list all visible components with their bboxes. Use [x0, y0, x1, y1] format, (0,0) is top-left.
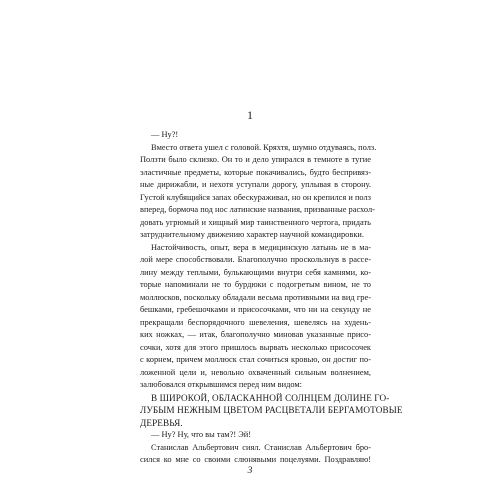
text-line: Станислав Альбертович сиял. Станислав Альбертович бро- [151, 442, 371, 452]
text-line: торые напоминали не то бурдюки с подогретым вином, не то [140, 280, 371, 289]
caps-line: ДЕРЕВЬЯ. [140, 417, 183, 428]
text-line: ких ножках, — итак, благополучно миновав указанные присо- [140, 330, 371, 339]
caps-line: В ШИРОКОЙ, ОБЛАСКАННОЙ СОЛНЦЕМ ДОЛИНЕ ГО- [151, 392, 390, 403]
text-line: залюбовался открывшимся перед ним видом: [140, 380, 302, 389]
text-line: — Ну?! [151, 130, 179, 139]
text-line: с корнем, причем моллюск стал сочиться кровью, он достиг по- [140, 355, 371, 364]
text-line: бешками, гребешочками и присосочками, что ни на секунду не [140, 305, 371, 314]
chapter-number: 1 [247, 108, 253, 122]
text-line: лину между теплыми, булькающими внутри себя камнями, ко- [140, 267, 371, 277]
text-line: вперед, бормоча под нос латинские названия, призванные расхол- [140, 205, 375, 214]
text-line: ные дирижабли, и нехотя уступали дорогу, уплывая в сторону. [140, 180, 371, 189]
text-line: — Ну? Ну, что вы там?! Эй! [151, 430, 251, 439]
text-line: Вместо ответа ушел с головой. Кряхтя, шумно отдуваясь, полз. [151, 142, 377, 152]
text-line: сился ко мне со своими слюнявыми поцелуями. Поздравляю! [140, 455, 371, 464]
caps-line: ЛУБЫМ НЕЖНЫМ ЦВЕТОМ РАСЦВЕТАЛИ БЕРГАМОТОВЫЕ [140, 405, 403, 415]
page-number: 3 [247, 466, 253, 476]
body-text [140, 129, 403, 467]
text-line: моллюсков, поскольку обладали весьма противными на вид гре- [140, 292, 371, 302]
text-line: Ползти было склизко. Он то и дело упирался в темноте в тугие [140, 155, 371, 164]
text-line: эластичные предметы, которые покачивались, будто беспривяз- [140, 167, 371, 177]
text-line: довать угрюмый и хищный мир таинственного чертога, придать [140, 217, 371, 227]
text-line: сочки, хотя для этого пришлось вырвать несколько присосочек [140, 342, 371, 352]
text-line: ложенной цели и, невольно охваченный сильным волнением, [140, 367, 371, 377]
text-line: лой мере способствовали. Благополучно проскользнув в рассе- [140, 255, 371, 264]
text-line: прекращали беспорядочного шевеления, шевелясь на худень- [140, 317, 371, 327]
text-line: Настойчивость, опыт, вера в медицинскую латынь не в ма- [151, 242, 371, 252]
text-line: Густой клубящийся запах обескураживал, но он крепился и полз [140, 192, 371, 202]
text-line: затруднительному движению характер научной командировки. [140, 230, 364, 239]
